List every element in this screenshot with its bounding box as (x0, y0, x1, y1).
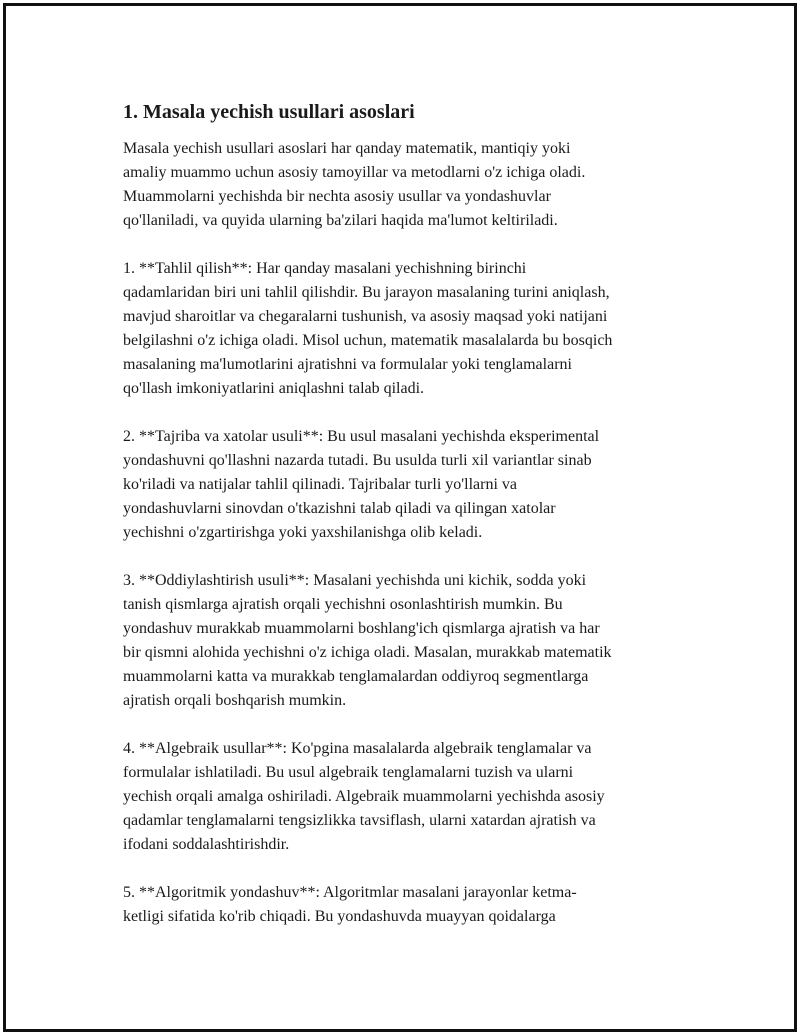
text-line: muammolarni katta va murakkab tenglamalardan oddiyroq segmentlarga (123, 668, 589, 685)
text-line: tanish qismlarga ajratish orqali yechishni osonlashtirish mumkin. Bu (123, 596, 563, 613)
page-frame (3, 3, 797, 1032)
section-heading: 1. Masala yechish usullari asoslari (123, 101, 415, 123)
text-line: 5. **Algoritmik yondashuv**: Algoritmlar masalani jarayonlar ketma- (123, 884, 577, 901)
text-line: belgilashni o'z ichiga oladi. Misol uchun, matematik masalalarda bu bosqich (123, 332, 613, 349)
text-line: bir qismni alohida yechishni o'z ichiga oladi. Masalan, murakkab matematik (123, 644, 612, 661)
text-line: yechishni o'zgartirishga yoki yaxshilanishga olib keladi. (123, 524, 483, 541)
text-line: qo'llash imkoniyatlarini aniqlashni talab qiladi. (123, 380, 425, 397)
text-line: yondashuvlarni sinovdan o'tkazishni talab qiladi va qilingan xatolar (123, 500, 556, 517)
text-line: 2. **Tajriba va xatolar usuli**: Bu usul masalani yechishda eksperimental (123, 428, 600, 445)
text-line: qadamlaridan biri uni tahlil qilishdir. Bu jarayon masalaning turini aniqlash, (123, 284, 610, 301)
text-line: formulalar ishlatiladi. Bu usul algebraik tenglamalarni tuzish va ularni (123, 764, 574, 781)
text-line: qo'llaniladi, va quyida ularning ba'zilari haqida ma'lumot keltiriladi. (123, 212, 558, 229)
text-line: qadamlar tenglamalarni tengsizlikka tavsiflash, ularni xatardan ajratish va (123, 812, 596, 829)
paragraph-algebraik (123, 737, 692, 857)
paragraph-tajriba (123, 425, 692, 545)
text-line: ko'riladi va natijalar tahlil qilinadi. Tajribalar turli yo'llarni va (123, 476, 518, 493)
text-line: ajratish orqali boshqarish mumkin. (123, 692, 347, 709)
text-line: 3. **Oddiylashtirish usuli**: Masalani yechishda uni kichik, sodda yoki (123, 572, 587, 589)
text-line: ifodani soddalashtirishdir. (123, 836, 290, 853)
paragraph-tahlil (123, 257, 692, 401)
text-line: Muammolarni yechishda bir nechta asosiy usullar va yondashuvlar (123, 188, 551, 205)
text-line: masalaning ma'lumotlarini ajratishni va formulalar yoki tenglamalarni (123, 356, 572, 373)
text-line: 4. **Algebraik usullar**: Ko'pgina masalalarda algebraik tenglamalar va (123, 740, 592, 757)
paragraph-algoritmik (123, 881, 692, 929)
paragraph-intro (123, 137, 692, 233)
text-line: yondashuvni qo'llashni nazarda tutadi. Bu usulda turli xil variantlar sinab (123, 452, 592, 469)
text-line: ketligi sifatida ko'rib chiqadi. Bu yondashuvda muayyan qoidalarga (123, 908, 556, 925)
text-line: 1. **Tahlil qilish**: Har qanday masalani yechishning birinchi (123, 260, 527, 277)
text-line: amaliy muammo uchun asosiy tamoyillar va metodlarni o'z ichiga oladi. (123, 164, 586, 181)
text-line: yondashuv murakkab muammolarni boshlang'ich qismlarga ajratish va har (123, 620, 600, 637)
document-body (120, 99, 692, 953)
text-line: yechish orqali amalga oshiriladi. Algebraik muammolarni yechishda asosiy (123, 788, 605, 805)
text-line: Masala yechish usullari asoslari har qanday matematik, mantiqiy yoki (123, 140, 571, 157)
paragraph-oddiylashtirish (123, 569, 692, 713)
text-line: mavjud sharoitlar va chegaralarni tushunish, va asosiy maqsad yoki natijani (123, 308, 608, 325)
